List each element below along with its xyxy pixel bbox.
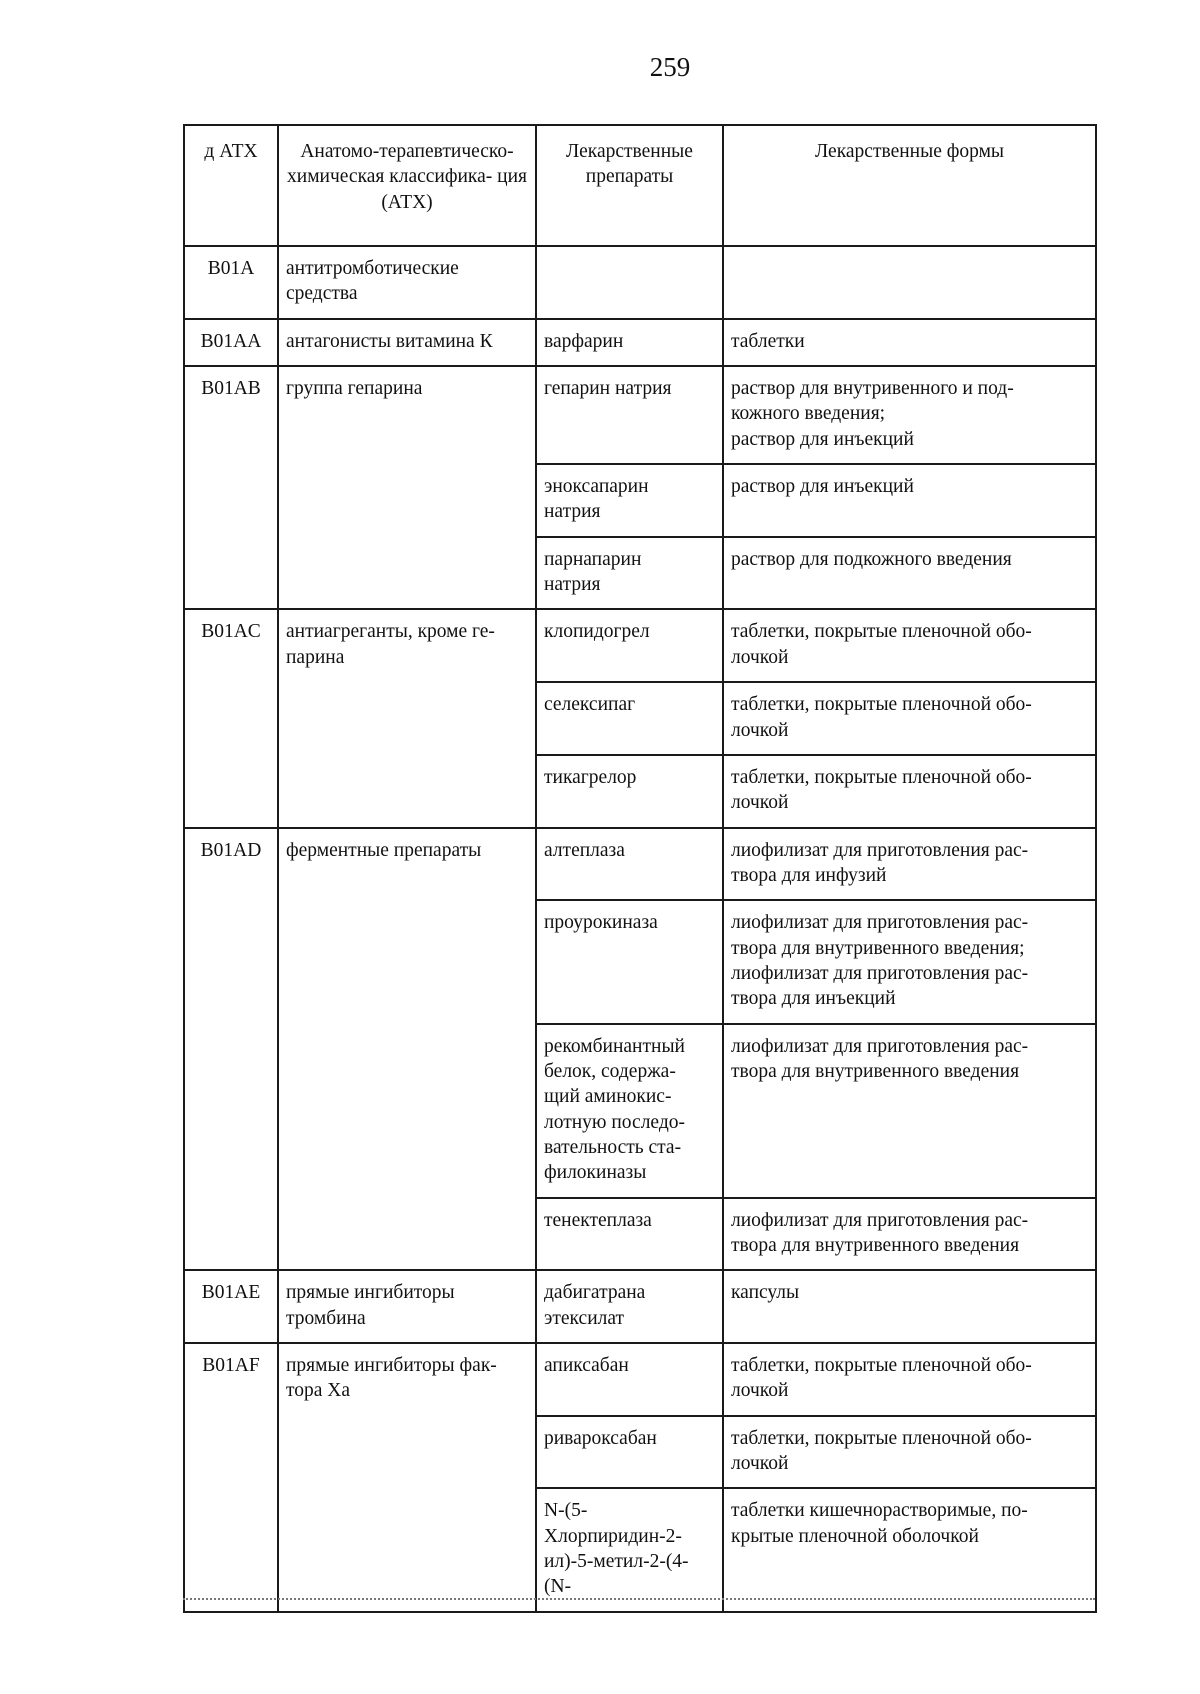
atx-classification-cell: группа гепарина <box>278 366 536 609</box>
atx-classification-cell: ферментные препараты <box>278 828 536 1271</box>
atx-table <box>183 124 1097 1613</box>
dosage-form-cell: лиофилизат для приготовления рас- твора для внутривенного введения <box>723 1198 1096 1271</box>
dosage-form-cell: раствор для подкожного введения <box>723 537 1096 610</box>
header-classification: Анатомо-терапевтическо- химическая классифика- ция (АТХ) <box>278 125 536 246</box>
atx-code-cell: B01A <box>184 246 278 319</box>
table-row <box>184 828 1096 901</box>
header-row <box>184 125 1096 246</box>
header-code: д АТХ <box>184 125 278 246</box>
atx-code-cell: B01AF <box>184 1343 278 1612</box>
dosage-form-cell: лиофилизат для приготовления рас- твора для внутривенного введения; лиофилизат для приготовления рас- твора для инъекций <box>723 900 1096 1023</box>
dosage-form-cell: таблетки кишечнорастворимые, по- крытые пленочной оболочкой <box>723 1488 1096 1611</box>
drug-cell: дабигатрана этексилат <box>536 1270 723 1343</box>
drug-cell: проурокиназа <box>536 900 723 1023</box>
table-row <box>184 1270 1096 1343</box>
drug-cell: тикагрелор <box>536 755 723 828</box>
table-row <box>184 246 1096 319</box>
atx-code-cell: B01AE <box>184 1270 278 1343</box>
table-row <box>184 366 1096 464</box>
dosage-form-cell: таблетки, покрытые пленочной обо- лочкой <box>723 1343 1096 1416</box>
drug-cell: варфарин <box>536 319 723 366</box>
drug-cell: эноксапарин натрия <box>536 464 723 537</box>
header-drugs: Лекарственные препараты <box>536 125 723 246</box>
drug-cell: апиксабан <box>536 1343 723 1416</box>
header-forms: Лекарственные формы <box>723 125 1096 246</box>
atx-classification-cell: прямые ингибиторы тромбина <box>278 1270 536 1343</box>
atx-code-cell: B01AA <box>184 319 278 366</box>
atx-classification-cell: антитромботические средства <box>278 246 536 319</box>
table-row <box>184 1343 1096 1416</box>
dosage-form-cell: таблетки, покрытые пленочной обо- лочкой <box>723 682 1096 755</box>
table-row <box>184 319 1096 366</box>
drug-cell: селексипаг <box>536 682 723 755</box>
dosage-form-cell: раствор для внутривенного и под- кожного введения; раствор для инъекций <box>723 366 1096 464</box>
table-row <box>184 609 1096 682</box>
drug-cell: рекомбинантный белок, содержа- щий аминокис- лотную последо- вательность ста- филокиназы <box>536 1024 723 1198</box>
drug-cell <box>536 246 723 319</box>
dosage-form-cell: лиофилизат для приготовления рас- твора для внутривенного введения <box>723 1024 1096 1198</box>
page-number: 259 <box>649 52 691 82</box>
atx-classification-cell: антагонисты витамина К <box>278 319 536 366</box>
dosage-form-cell: капсулы <box>723 1270 1096 1343</box>
drug-cell: гепарин натрия <box>536 366 723 464</box>
atx-code-cell: B01AB <box>184 366 278 609</box>
page-bottom-rule <box>183 1598 1095 1602</box>
atx-classification-cell: антиагреганты, кроме ге- парина <box>278 609 536 827</box>
table-body <box>184 246 1096 1612</box>
dosage-form-cell: таблетки, покрытые пленочной обо- лочкой <box>723 755 1096 828</box>
atx-code-cell: B01AD <box>184 828 278 1271</box>
drug-cell: клопидогрел <box>536 609 723 682</box>
drug-cell: ривароксабан <box>536 1416 723 1489</box>
drug-cell: алтеплаза <box>536 828 723 901</box>
drug-cell: парнапарин натрия <box>536 537 723 610</box>
atx-classification-cell: прямые ингибиторы фак- тора Xa <box>278 1343 536 1612</box>
dosage-form-cell: таблетки <box>723 319 1096 366</box>
dosage-form-cell: раствор для инъекций <box>723 464 1096 537</box>
dosage-form-cell: лиофилизат для приготовления рас- твора для инфузий <box>723 828 1096 901</box>
atx-code-cell: B01AC <box>184 609 278 827</box>
dosage-form-cell <box>723 246 1096 319</box>
drug-cell: N-(5- Хлорпиридин-2- ил)-5-метил-2-(4- (N- <box>536 1488 723 1611</box>
dosage-form-cell: таблетки, покрытые пленочной обо- лочкой <box>723 609 1096 682</box>
drug-cell: тенектеплаза <box>536 1198 723 1271</box>
dosage-form-cell: таблетки, покрытые пленочной обо- лочкой <box>723 1416 1096 1489</box>
